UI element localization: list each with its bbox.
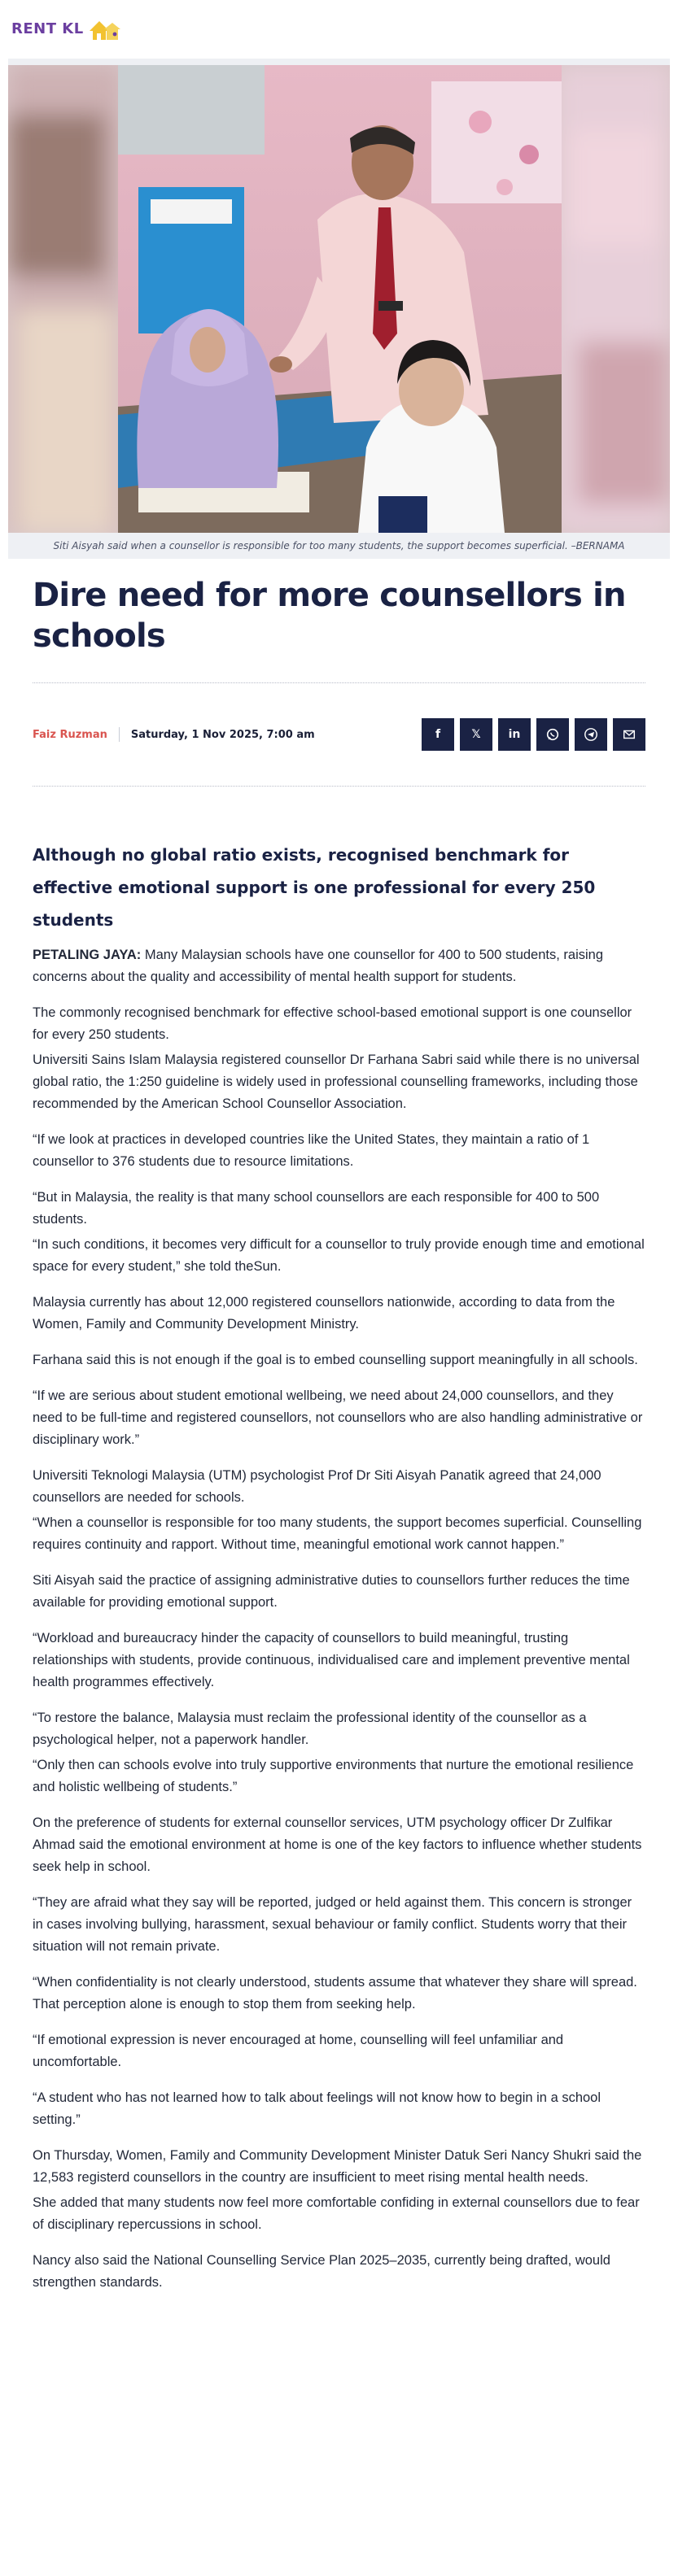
- classroom-photo: [8, 65, 670, 533]
- site-header: [0, 0, 678, 59]
- linkedin-icon: in: [508, 728, 521, 741]
- paragraph: Siti Aisyah said the practice of assigning administrative duties to counsellors further reduces the time available for providing emotional support.: [33, 1573, 630, 1610]
- paragraph: She added that many students now feel more comfortable confiding in external counsellors due to fear of disciplinary repercussions in school.: [33, 2195, 640, 2232]
- first-paragraph-text: Many Malaysian schools have one counsellor for 400 to 500 students, raising concerns about the quality and accessibility of mental health support for students.: [33, 948, 604, 984]
- facebook-icon: f: [435, 728, 441, 741]
- paragraph: On Thursday, Women, Family and Community Development Minister Datuk Seri Nancy Shukri said the 12,583 registerd counsellors in the country are insufficient to meet rising mental health needs.: [33, 2148, 642, 2185]
- share-whatsapp-button[interactable]: [536, 718, 569, 751]
- email-icon: [622, 727, 636, 742]
- hero-image: [8, 65, 670, 533]
- paragraph: On the preference of students for external counsellor services, UTM psychology officer Dr Zulfikar Ahmad said the emotional environment at home is one of the key factors to influence whether students seek help in school.: [33, 1815, 642, 1874]
- paragraph: “If emotional expression is never encouraged at home, counselling will feel unfamiliar and uncomfortable.: [33, 2033, 564, 2069]
- logo-text: RENT KL: [11, 20, 84, 37]
- paragraph: Universiti Teknologi Malaysia (UTM) psychologist Prof Dr Siti Aisyah Panatik agreed that 24,000 counsellors are needed for schools.: [33, 1468, 601, 1505]
- paragraph: “When a counsellor is responsible for too many students, the support becomes superficial. Counselling requires continuity and rapport. Without time, meaningful emotional work cannot happen.”: [33, 1515, 642, 1552]
- house-logo-icon: [86, 15, 122, 42]
- share-buttons: [422, 718, 645, 751]
- paragraph: “Workload and bureaucracy hinder the capacity of counsellors to build meaningful, trusting relationships with students, provide continuous, individualised care and implement preventive mental health programmes effectively.: [33, 1631, 630, 1689]
- paragraph: “When confidentiality is not clearly understood, students assume that whatever they share will spread. That perception alone is enough to stop them from seeking help.: [33, 1975, 637, 2012]
- whatsapp-icon: [545, 727, 560, 742]
- paragraph: “But in Malaysia, the reality is that many school counsellors are each responsible for 400 to 500 students.: [33, 1190, 600, 1227]
- article-body: [33, 944, 645, 2294]
- paragraph: Malaysia currently has about 12,000 registered counsellors nationwide, according to data from the Women, Family and Community Development Ministry.: [33, 1295, 615, 1332]
- publish-date: Saturday, 1 Nov 2025, 7:00 am: [130, 728, 315, 741]
- paragraph: [33, 944, 645, 988]
- paragraph: “In such conditions, it becomes very difficult for a counsellor to truly provide enough time and emotional space for every student,” she told theSun.: [33, 1237, 645, 1274]
- share-linkedin-button[interactable]: [498, 718, 531, 751]
- image-caption: Siti Aisyah said when a counsellor is responsible for too many students, the support becomes superficial. –BERNAMA: [8, 533, 670, 559]
- share-telegram-button[interactable]: [575, 718, 607, 751]
- paragraph: “To restore the balance, Malaysia must reclaim the professional identity of the counsellor as a psychological helper, not a paperwork handler.: [33, 1711, 587, 1747]
- paragraph: Universiti Sains Islam Malaysia registered counsellor Dr Farhana Sabri said while there is no universal global ratio, the 1:250 guideline is widely used in professional counselling frameworks, including those recommended by the American School Counsellor Association.: [33, 1053, 640, 1111]
- paragraph: “If we are serious about student emotional wellbeing, we need about 24,000 counsellors, and they need to be full-time and registered counsellors, not counsellors who are also handling administrative or disciplinary work.”: [33, 1388, 643, 1447]
- x-icon: 𝕏: [471, 728, 481, 741]
- meta-divider-line: [33, 786, 645, 787]
- paragraph: “Only then can schools evolve into truly supportive environments that nurture the emotional resilience and holistic wellbeing of students.”: [33, 1758, 634, 1794]
- share-x-button[interactable]: [460, 718, 492, 751]
- paragraph: Farhana said this is not enough if the goal is to embed counselling support meaningfully in all schools.: [33, 1353, 638, 1367]
- article-title: Dire need for more counsellors in schools: [33, 577, 626, 655]
- author-link[interactable]: Faiz Ruzman: [33, 728, 107, 741]
- paragraph: The commonly recognised benchmark for effective school-based emotional support is one counsellor for every 250 students.: [33, 1005, 632, 1042]
- paragraph: “They are afraid what they say will be reported, judged or held against them. This concern is stronger in cases involving bullying, harassment, sexual behaviour or family conflict. Students worry that their situation will not remain private.: [33, 1895, 632, 1954]
- article: [0, 575, 678, 2294]
- paragraph: “If we look at practices in developed countries like the United States, they maintain a ratio of 1 counsellor to 376 students due to resource limitations.: [33, 1132, 590, 1169]
- image-top-strip: [8, 59, 670, 65]
- telegram-icon: [584, 727, 598, 742]
- site-logo[interactable]: [11, 15, 122, 42]
- share-facebook-button[interactable]: [422, 718, 454, 751]
- article-meta: [33, 683, 645, 786]
- paragraph: Nancy also said the National Counselling Service Plan 2025–2035, currently being drafted, would strengthen standards.: [33, 2253, 610, 2290]
- meta-divider: [119, 727, 120, 742]
- paragraph: “A student who has not learned how to talk about feelings will not know how to begin in a school setting.”: [33, 2090, 601, 2127]
- dateline: PETALING JAYA:: [33, 948, 142, 962]
- article-lead: Although no global ratio exists, recognised benchmark for effective emotional support is one professional for every 250 students: [33, 845, 596, 930]
- share-email-button[interactable]: [613, 718, 645, 751]
